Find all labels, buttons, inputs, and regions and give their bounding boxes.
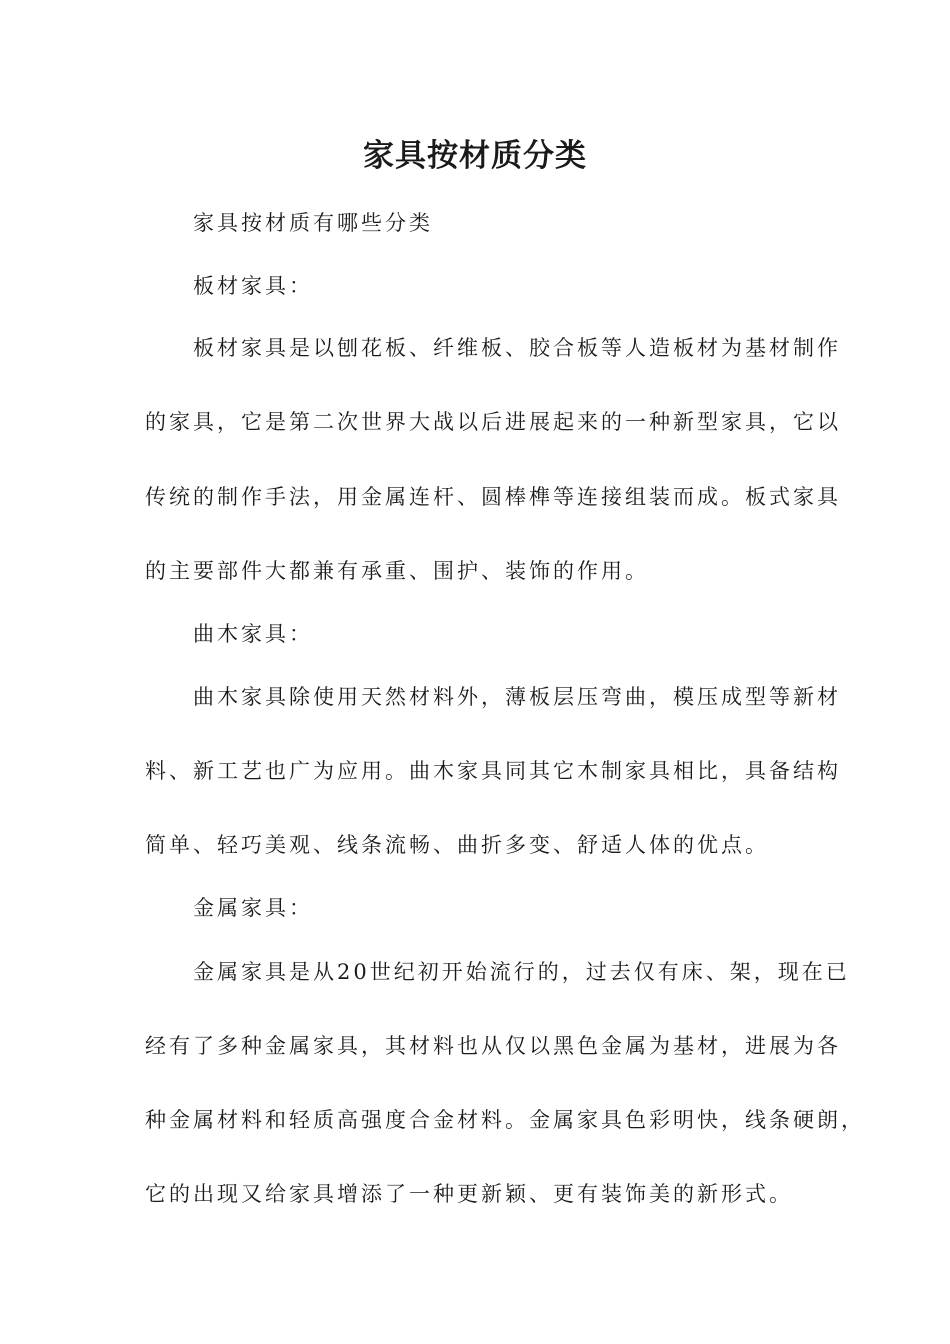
paragraph-line: 板材家具是以刨花板、纤维板、胶合板等人造板材为基材制作 (193, 336, 841, 360)
paragraph-line: 简单、轻巧美观、线条流畅、曲折多变、舒适人体的优点。 (145, 833, 769, 857)
section-heading-metal-furniture: 金属家具： (193, 896, 313, 920)
document-title: 家具按材质分类 (363, 138, 587, 174)
paragraph-line: 料、新工艺也广为应用。曲木家具同其它木制家具相比，具备结构 (145, 759, 841, 783)
paragraph-line: 的家具，它是第二次世界大战以后进展起来的一种新型家具，它以 (145, 410, 841, 434)
section-heading-panel-furniture: 板材家具： (193, 274, 313, 298)
paragraph-line: 金属家具是从20世纪初开始流行的，过去仅有床、架，现在已 (193, 960, 850, 984)
paragraph-line: 曲木家具除使用天然材料外，薄板层压弯曲，模压成型等新材 (193, 685, 841, 709)
section-heading-bentwood-furniture: 曲木家具： (193, 622, 313, 646)
intro-heading: 家具按材质有哪些分类 (193, 211, 433, 235)
paragraph-line: 的主要部件大都兼有承重、围护、装饰的作用。 (145, 559, 649, 583)
paragraph-line: 经有了多种金属家具，其材料也从仅以黑色金属为基材，进展为各 (145, 1034, 841, 1058)
paragraph-line: 它的出现又给家具增添了一种更新颖、更有装饰美的新形式。 (145, 1182, 793, 1206)
paragraph-line: 传统的制作手法，用金属连杆、圆棒榫等连接组装而成。板式家具 (145, 485, 841, 509)
paragraph-line: 种金属材料和轻质高强度合金材料。金属家具色彩明快，线条硬朗， (145, 1108, 865, 1132)
